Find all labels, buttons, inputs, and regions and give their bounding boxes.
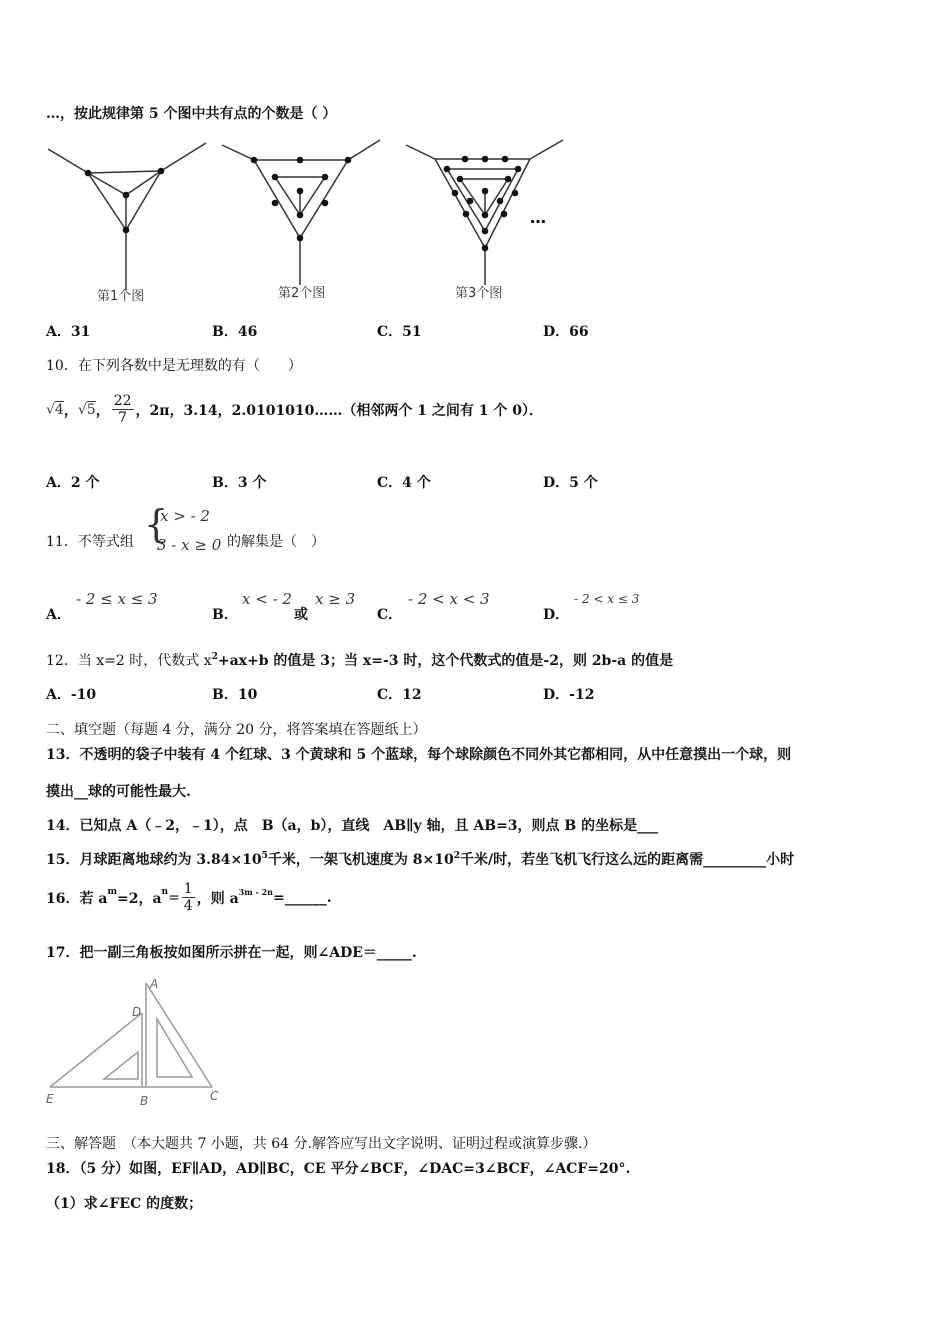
q11-b-math-1: x < - 2 — [242, 590, 292, 608]
q11-d-math: - 2 < x ≤ 3 — [574, 592, 640, 606]
fraction-22-7: $\frac{22}{7}$ — [113, 393, 132, 426]
q11-prefix: 11．不等式组 — [46, 534, 134, 550]
q11-a-math: - 2 ≤ x ≤ 3 — [76, 590, 158, 608]
q10-option-b[interactable]: B．3 个 — [212, 475, 267, 491]
sqrt4: 4 — [54, 401, 64, 418]
q17-figure — [42, 975, 242, 1110]
q10-items-rest: ，2π，3.14，2.0101010……（相邻两个 1 之间有 1 个 0）． — [135, 402, 543, 419]
section-3-heading: 三、解答题 （本大题共 7 小题，共 64 分.解答应写出文字说明、证明过程或演算步骤.） — [46, 1136, 597, 1152]
q17-stem: 17．把一副三角板按如图所示拼在一起，则∠ADE＝_____. — [46, 945, 417, 961]
q9-intro: …，按此规律第 5 个图中共有点的个数是（ ） — [46, 106, 337, 122]
ellipsis: … — [530, 208, 546, 227]
q12-option-c[interactable]: C．12 — [377, 687, 422, 703]
q11-ineq-1: x > - 2 — [160, 507, 210, 525]
fig2-label: 第2个图 — [278, 286, 326, 301]
q11-option-d[interactable]: D． — [543, 607, 570, 623]
q11-option-b[interactable]: B． — [212, 607, 238, 623]
q10-numbers: √4 ， √5 ， $\frac{22}{7}$ ，2π，3.14，2.0101010……（相邻两个 1 之间有 1 个 0）． — [46, 393, 543, 426]
q11-suffix: 的解集是（ ） — [227, 534, 325, 550]
q11-ineq-2: 3 - x ≥ 0 — [157, 536, 222, 554]
label-A: A — [150, 977, 159, 991]
q12-option-b[interactable]: B．10 — [212, 687, 258, 703]
label-B: B — [140, 1094, 149, 1108]
q9-figure — [40, 135, 600, 325]
q10-option-c[interactable]: C．4 个 — [377, 475, 431, 491]
fig3-label: 第3个图 — [455, 286, 503, 301]
q16: 16．若 a m =2，a n = $\frac{1}{4}$ ，则 a 3m - 2n =______. — [46, 881, 332, 914]
q11-option-a[interactable]: A． — [46, 607, 71, 623]
q13-line2: 摸出__球的可能性最大. — [46, 784, 191, 800]
q9-option-c[interactable]: C．51 — [377, 324, 422, 340]
q9-option-b[interactable]: B．46 — [212, 324, 258, 340]
sqrt5: 5 — [86, 401, 96, 418]
q14: 14．已知点 A（﹣2，﹣1），点 B（a，b），直线 AB∥y 轴，且 AB=3，则点 B 的坐标是___ — [46, 818, 659, 834]
q18-part1: （1）求∠FEC 的度数； — [46, 1196, 203, 1212]
q10-stem: 10．在下列各数中是无理数的有（ ） — [46, 358, 302, 374]
label-D: D — [132, 1005, 142, 1019]
q10-option-d[interactable]: D．5 个 — [543, 475, 598, 491]
q9-option-d[interactable]: D．66 — [543, 324, 589, 340]
q11-c-math: - 2 < x < 3 — [408, 590, 490, 608]
section-2-heading: 二、填空题（每题 4 分，满分 20 分，将答案填在答题纸上） — [46, 722, 427, 738]
q15: 15．月球距离地球约为 $3.84\times 10^5$千米，一架飞机速度为 $8\times 10^2$千米/时，若坐飞机飞行这么远的距离需_________小时 — [46, 851, 795, 868]
label-E: E — [46, 1092, 54, 1106]
q11-b-or: 或 — [294, 607, 308, 623]
q9-option-a[interactable]: A．31 — [46, 324, 91, 340]
q12-option-a[interactable]: A．-10 — [46, 687, 97, 703]
q12-stem: 12．当 x=2 时，代数式 $x^2+ax+b$ 的值是 3；当 x=-3 时，这个代数式的值是-2，则 2b-a 的值是 — [46, 652, 674, 669]
label-C: C — [210, 1089, 219, 1103]
q11-option-c[interactable]: C． — [377, 607, 403, 623]
q10-option-a[interactable]: A．2 个 — [46, 475, 100, 491]
q12-option-d[interactable]: D．-12 — [543, 687, 595, 703]
fraction-1-4: $\frac{1}{4}$ — [183, 881, 193, 914]
fig1-label: 第1个图 — [97, 289, 145, 304]
q13-line1: 13．不透明的袋子中装有 4 个红球、3 个黄球和 5 个蓝球，每个球除颜色不同外其它都相同，从中任意摸出一个球，则 — [46, 747, 792, 763]
q11-b-math-2: x ≥ 3 — [315, 590, 356, 608]
q18-stem: 18．（5 分）如图，EF∥AD，AD∥BC，CE 平分∠BCF，∠DAC=3∠BCF，∠ACF=20°. — [46, 1161, 631, 1177]
